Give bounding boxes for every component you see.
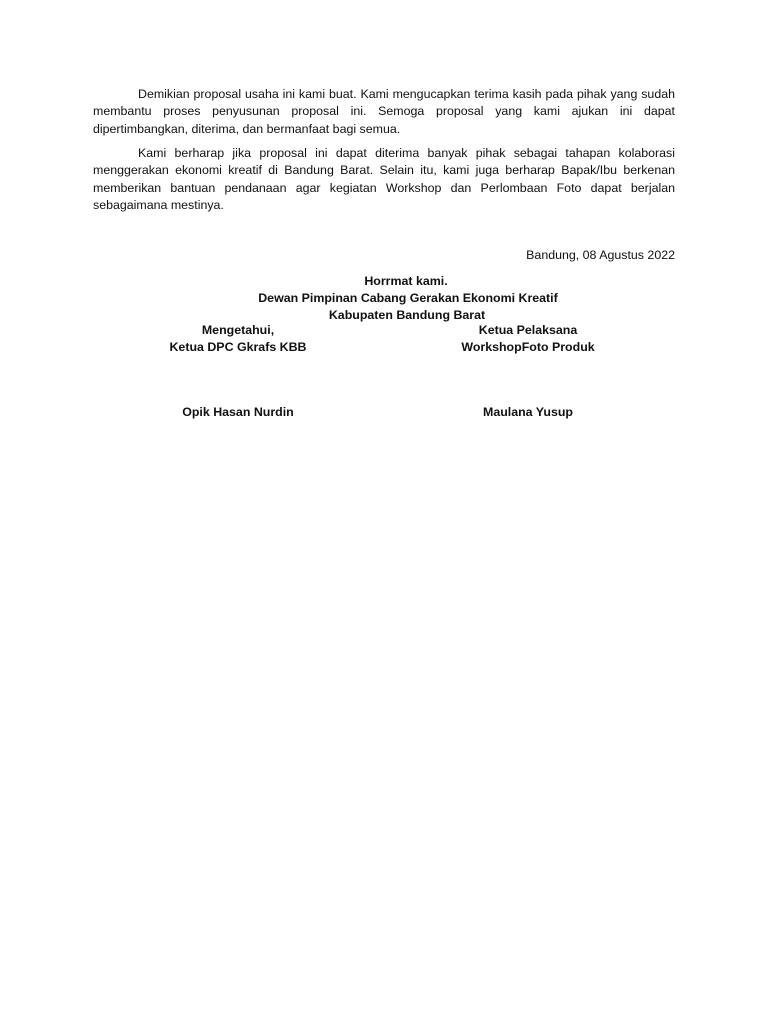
signatory-right-name: Maulana Yusup xyxy=(483,405,573,419)
closing-greeting: Horrmat kami. xyxy=(364,274,448,288)
closing-block xyxy=(0,273,768,324)
signatory-left-name: Opik Hasan Nurdin xyxy=(182,405,294,419)
closing-paragraph-1: Demikian proposal usaha ini kami buat. Kami mengucapkan terima kasih pada pihak yang sudah membantu proses penyusunan proposal ini. Semoga proposal yang kami ajukan ini dapat dipertimbangkan, diterima, dan bermanfaat bagi semua. xyxy=(93,87,675,136)
closing-paragraph-2: Kami berharap jika proposal ini dapat diterima banyak pihak sebagai tahapan kolaborasi menggerakan ekonomi kreatif di Bandung Barat. Selain itu, kami juga berharap Bapak/Ibu berkenan memberikan bantuan pendanaan agar kegiatan Workshop dan Perlombaan Foto dapat berjalan sebagaimana mestinya. xyxy=(93,146,675,212)
organization-name: Dewan Pimpinan Cabang Gerakan Ekonomi Kreatif xyxy=(258,291,558,305)
signatory-left-position: Ketua DPC Gkrafs KBB xyxy=(169,340,307,354)
signatory-right-position: WorkshopFoto Produk xyxy=(461,340,595,354)
signatory-left-role: Mengetahui, xyxy=(201,323,275,337)
signature-block-left xyxy=(118,322,358,421)
signature-block-right xyxy=(408,322,648,421)
signatory-right-role: Ketua Pelaksana xyxy=(478,323,578,337)
organization-region: Kabupaten Bandung Barat xyxy=(328,308,486,322)
place-and-date: Bandung, 08 Agustus 2022 xyxy=(526,248,675,262)
